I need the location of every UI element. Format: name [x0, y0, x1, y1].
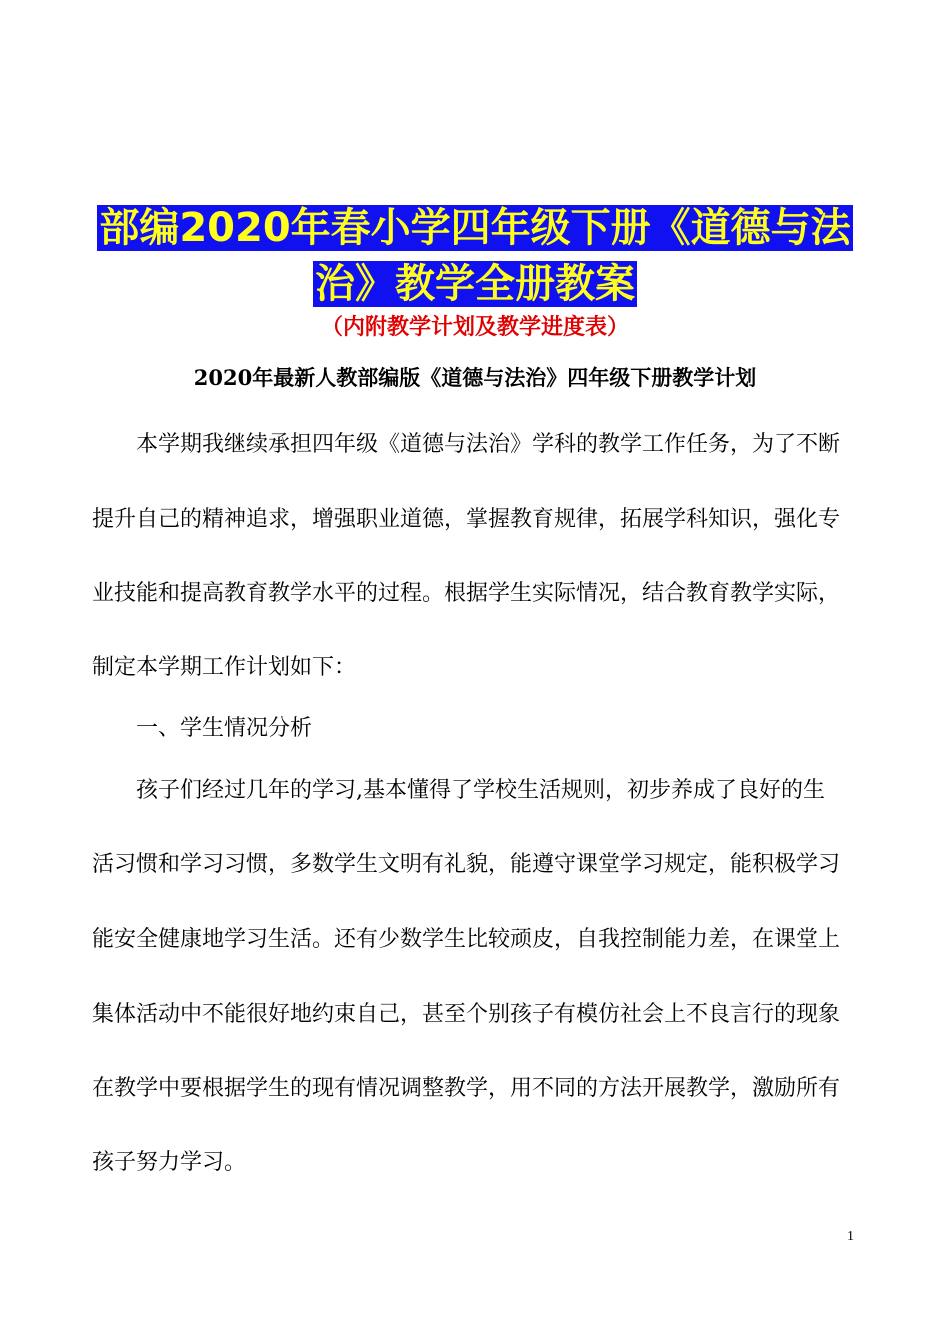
document-title: [80, 200, 870, 312]
paragraph-line: 业技能和提高教育教学水平的过程。根据学生实际情况，结合教育教学实际，: [92, 581, 841, 606]
paragraph-line: 活习惯和学习习惯，多数学生文明有礼貌，能遵守课堂学习规定，能积极学习: [92, 852, 841, 877]
title-line-2: 治》教学全册教案: [315, 261, 635, 307]
paragraph-line: 提升自己的精神追求，增强职业道德，掌握教育规律，拓展学科知识，强化专: [92, 507, 841, 532]
title-line-1: 部编2020年春小学四年级下册《道德与法: [99, 205, 851, 251]
paragraph-line: 制定本学期工作计划如下：: [92, 655, 357, 680]
page-number: 1: [847, 1229, 854, 1244]
plan-heading: 2020年最新人教部编版《道德与法治》四年级下册教学计划: [193, 365, 757, 390]
paragraph-line: 孩子努力学习。: [92, 1150, 247, 1175]
paragraph-line: 集体活动中不能很好地约束自己，甚至个别孩子有模仿社会上不良言行的现象: [92, 1002, 841, 1027]
paragraph-line: 能安全健康地学习生活。还有少数学生比较顽皮，自我控制能力差，在课堂上: [92, 927, 841, 952]
document-subtitle: （内附教学计划及教学进度表）: [320, 315, 629, 340]
paragraph-line: 在教学中要根据学生的现有情况调整教学，用不同的方法开展教学，激励所有: [92, 1076, 841, 1101]
section-heading: 一、学生情况分析: [136, 716, 313, 741]
paragraph-line: 本学期我继续承担四年级《道德与法治》学科的教学工作任务，为了不断: [136, 432, 841, 457]
paragraph-line: 孩子们经过几年的学习,基本懂得了学校生活规则，初步养成了良好的生: [136, 778, 825, 803]
